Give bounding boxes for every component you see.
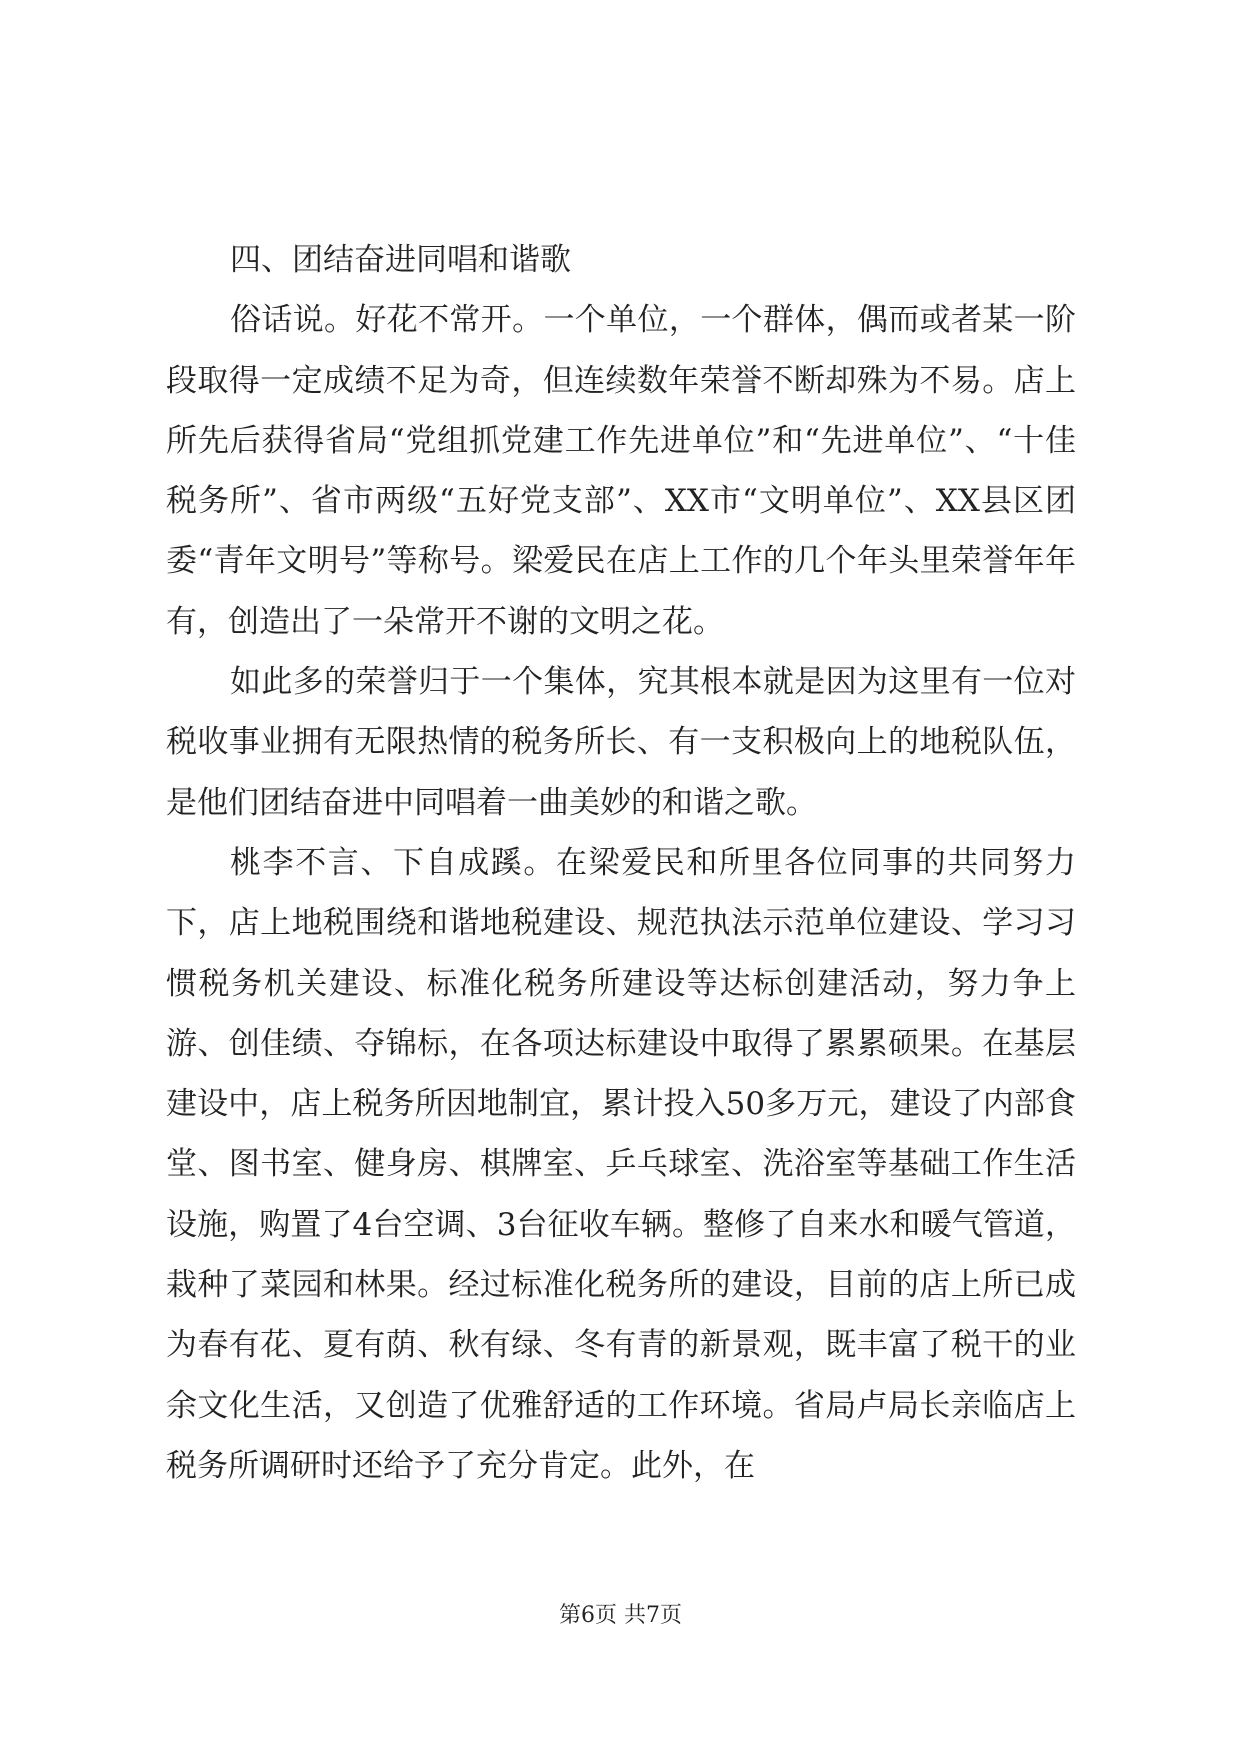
section-heading: 四、团结奋进同唱和谐歌 xyxy=(230,242,571,278)
paragraph: 俗话说。好花不常开。一个单位，一个群体，偶而或者某一阶段取得一定成绩不足为奇，但连续数年荣誉不断却殊为不易。店上所先后获得省局“党组抓党建工作先进单位”和“先进单位”、“十佳税务所”、省市两级“五好党支部”、XX市“文明单位”、XX县区团委“青年文明号”等称号。梁爱民在店上工作的几个年头里荣誉年年有，创造出了一朵常开不谢的文明之花。 xyxy=(166,302,1076,640)
paragraph: 桃李不言、下自成蹊。在梁爱民和所里各位同事的共同努力下，店上地税围绕和谐地税建设、规范执法示范单位建设、学习习惯税务机关建设、标准化税务所建设等达标创建活动，努力争上游、创佳绩、夺锦标，在各项达标建设中取得了累累硕果。在基层建设中，店上税务所因地制宜，累计投入50多万元，建设了内部食堂、图书室、健身房、棋牌室、乒乓球室、洗浴室等基础工作生活设施，购置了4台空调、3台征收车辆。整修了自来水和暖气管道，栽种了菜园和林果。经过标准化税务所的建设，目前的店上所已成为春有花、夏有荫、秋有绿、冬有青的新景观，既丰富了税干的业余文化生活，又创造了优雅舒适的工作环境。省局卢局长亲临店上税务所调研时还给予了充分肯定。此外，在 xyxy=(166,844,1076,1484)
paragraph: 如此多的荣誉归于一个集体，究其根本就是因为这里有一位对税收事业拥有无限热情的税务所长、有一支积极向上的地税队伍，是他们团结奋进中同唱着一曲美妙的和谐之歌。 xyxy=(166,664,1076,821)
page-footer: 第6页 共7页 xyxy=(559,1603,682,1628)
document-body xyxy=(166,230,1076,1496)
